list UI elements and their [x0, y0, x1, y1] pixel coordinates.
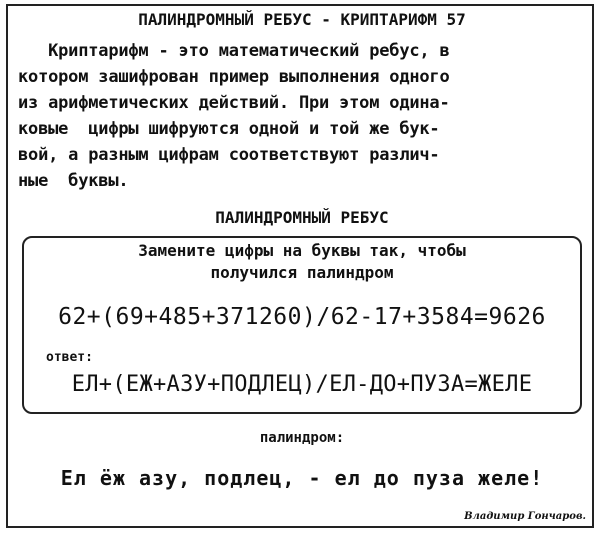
intro-line: ные буквы.: [18, 171, 129, 191]
palindrome-text: Ел ёж азу, подлец, - ел до пуза желе!: [60, 466, 544, 490]
intro-line: котором зашифрован пример выполнения одного: [18, 67, 450, 87]
intro-line: ковые цифры шифруются одной и той же бук-: [18, 119, 440, 139]
page-title: ПАЛИНДРОМНЫЙ РЕБУС - КРИПТАРИФМ 57: [138, 10, 466, 29]
author-signature: Владимир Гончаров.: [464, 511, 586, 522]
rebus-instruction: [0, 240, 604, 284]
intro-line: из арифметических действий. При этом одина-: [18, 93, 450, 113]
instruction-line: получился палиндром: [210, 263, 394, 282]
digits-equation: 62+(69+485+371260)/62-17+3584=9626: [58, 304, 546, 330]
intro-line: вой, а разным цифрам соответствуют различ-: [18, 145, 440, 165]
intro-line: Криптарифм - это математический ребус, в: [18, 41, 450, 61]
answer-label: ответ:: [46, 350, 93, 365]
rebus-subtitle: ПАЛИНДРОМНЫЙ РЕБУС: [215, 208, 389, 227]
letters-equation: ЕЛ+(ЕЖ+АЗУ+ПОДЛЕЦ)/ЕЛ-ДО+ПУЗА=ЖЕЛЕ: [71, 372, 533, 397]
palindrome-label: палиндром:: [259, 430, 345, 446]
intro-paragraph: [18, 38, 590, 194]
instruction-line: Замените цифры на буквы так, чтобы: [138, 241, 466, 260]
